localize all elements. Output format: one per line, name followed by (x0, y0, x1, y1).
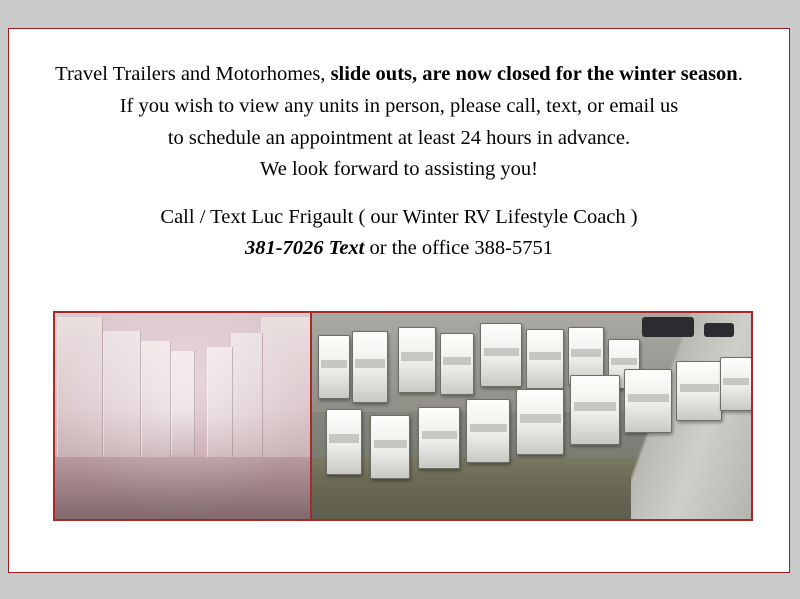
notice-line-1-prefix: Travel Trailers and Motorhomes, (55, 63, 331, 85)
notice-line-1 (9, 59, 789, 91)
rv-interior-row-photo (55, 313, 312, 519)
notice-line-2: If you wish to view any units in person, please call, text, or email us (119, 94, 679, 117)
contact-line-1: Call / Text Luc Frigault ( our Winter RV Lifestyle Coach ) (160, 206, 638, 229)
phone-number-text[interactable]: 381-7026 Text (244, 236, 365, 259)
office-phone-text: or the office 388-5751 (364, 236, 553, 259)
notice-text-block (9, 29, 789, 264)
notice-line-4: We look forward to assisting you! (260, 158, 538, 181)
left-photo-blur-overlay (55, 313, 310, 519)
text-spacer (9, 186, 789, 202)
rv-storage-lot-aerial-photo (312, 313, 751, 519)
contact-line-2 (9, 233, 789, 264)
notice-line-3: to schedule an appointment at least 24 hours in advance. (167, 126, 631, 149)
notice-line-1-bold: slide outs, are now closed for the winter season (330, 63, 738, 85)
photo-strip (53, 311, 753, 521)
notice-line-1-suffix: . (737, 63, 743, 85)
notice-page (8, 28, 790, 573)
